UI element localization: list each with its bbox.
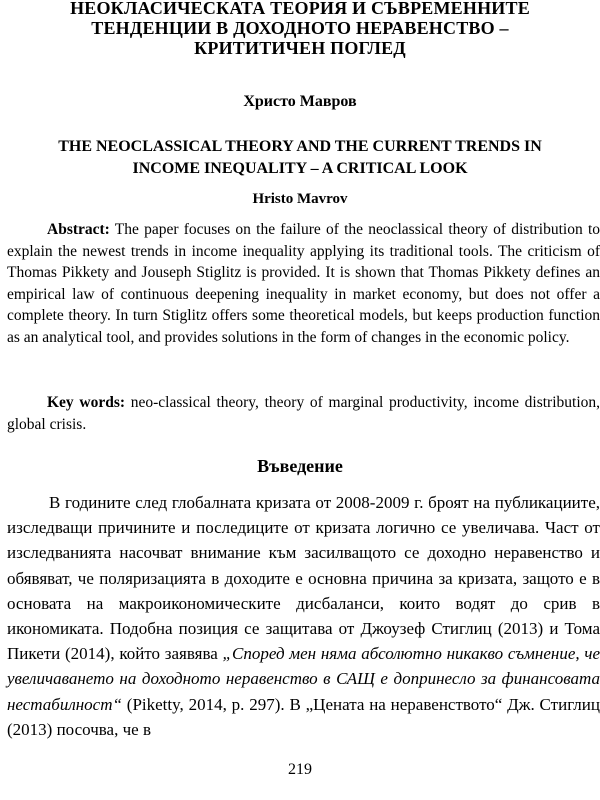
english-title <box>10 136 590 180</box>
introduction-paragraph <box>7 490 600 742</box>
introduction-text-part-2: (Piketty, 2014, p. 297). В „Цената на неравенството“ Дж. Стиглиц (2013) посочва, че в <box>7 694 600 739</box>
bulgarian-author: Христо Мавров <box>243 93 357 110</box>
keywords-text: neo-classical theory, theory of marginal productivity, income distribution, global crisis. <box>7 394 600 433</box>
keywords-paragraph <box>7 392 600 435</box>
english-title-line-2: INCOME INEQUALITY – A CRITICAL LOOK <box>132 160 468 177</box>
keywords-label: Key words: <box>47 394 126 411</box>
page-number: 219 <box>288 761 312 778</box>
bulgarian-title-line-1: НЕОКЛАСИЧЕСКАТА ТЕОРИЯ И СЪВРЕМЕННИТЕ <box>70 0 530 18</box>
abstract-paragraph <box>7 219 600 348</box>
abstract-text: The paper focuses on the failure of the neoclassical theory of distribution to explain the newest trends in income inequality applying its traditional tools. The criticism of Thomas Pikkety and Jouseph Stiglitz is provided. It is shown that Thomas Pikkety defines an empirical law of continuous deepening inequality in market economy, but does not offer a complete theory. In turn Stiglitz offers some theoretical models, but keeps production function as an analytical tool, and provides solutions in the form of changes in the economic policy. <box>7 221 600 346</box>
english-title-line-1: THE NEOCLASSICAL THEORY AND THE CURRENT TRENDS IN <box>58 138 542 155</box>
abstract-label: Abstract: <box>47 221 110 238</box>
english-author: Hristo Mavrov <box>252 191 348 207</box>
section-heading-introduction: Въведение <box>257 456 343 476</box>
bulgarian-title <box>10 0 590 58</box>
bulgarian-title-line-3: КРИТИТИЧЕН ПОГЛЕД <box>194 38 406 58</box>
piketty-quote: „Според мен няма абсолютно никакво съмнение, че увеличаването на доходното неравенство в САЩ е допринесло за финансовата нестабилност“ <box>7 644 600 714</box>
introduction-text-part-1: В годините след глобалната кризата от 2008-2009 г. броят на публикациите, изследващи причините и последиците от кризата логично се увеличава. Част от изследванията насочват внимание към засилващото се доходно неравенство и обявяват, че поляризацията в доходите е основна причина за кризата, защото е в основата на макроикономическите дисбаланси, които водят до срив в икономиката. Подобна позиция се защитава от Джоузеф Стиглиц (2013) и Тома Пикети (2014), който заявява <box>7 493 600 664</box>
bulgarian-title-line-2: ТЕНДЕНЦИИ В ДОХОДНОТО НЕРАВЕНСТВО – <box>91 18 509 38</box>
